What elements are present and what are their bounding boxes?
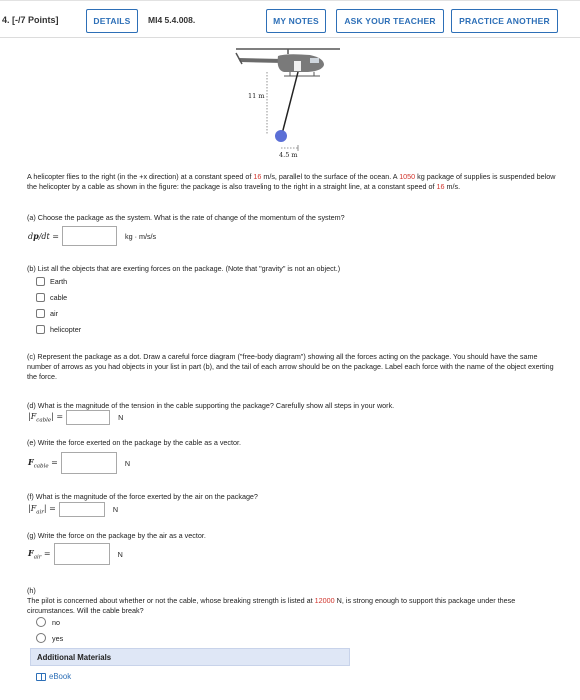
part-d-label: $|F_{cable}|$ = [28,411,64,424]
part-h-label: (h) [27,586,36,595]
part-f-label: $|F_{air}|$ = [28,503,56,516]
radio-button[interactable] [36,617,46,627]
helicopter-figure [228,40,348,164]
book-icon [36,673,46,681]
part-c-question: (c) Represent the package as a dot. Draw a careful force diagram ("free-body diagram") showing all the forces acting on the package. You should have the same number of arrows as you had objects in your list in part (b), and the tail of each arrow should be on the package. Label each force with the name of the object exerting the force. [27,352,554,381]
ask-teacher-button[interactable]: ASK YOUR TEACHER [336,9,444,33]
air-force-vector-input[interactable] [54,543,110,565]
package [275,130,287,142]
cable-force-vector-input[interactable] [61,452,117,474]
checkbox[interactable] [36,309,45,318]
speed-value-2: 16 [436,182,445,191]
cable [282,72,298,134]
part-f-answer-row: $|F_{air}|$ = N [28,503,119,516]
details-button[interactable]: DETAILS [86,9,138,33]
speed-value: 16 [253,172,262,181]
breaking-strength-value: 12000 [314,596,335,605]
part-f-question: (f) What is the magnitude of the force exerted by the air on the package? [27,492,258,501]
cable-length-label: 11 m [248,92,265,100]
option-no[interactable]: no [36,617,60,627]
option-air[interactable]: air [36,309,58,318]
additional-materials-header: Additional Materials [30,648,350,666]
radio-button[interactable] [36,633,46,643]
question-id: MI4 5.4.008. [148,15,196,25]
checkbox[interactable] [36,325,45,334]
part-a-input[interactable] [62,226,117,246]
question-number: 4. [-/7 Points] [2,15,59,25]
practice-another-button[interactable]: PRACTICE ANOTHER [451,9,558,33]
option-helicopter[interactable]: helicopter [36,325,81,334]
part-d-answer-row: $|F_{cable}|$ = N [28,411,124,424]
horizontal-distance-label: 4.5 m [279,151,298,159]
checkbox[interactable] [36,293,45,302]
part-e-question: (e) Write the force exerted on the package by the cable as a vector. [27,438,242,447]
option-earth[interactable]: Earth [36,277,67,286]
part-e-label: $F_{cable}$ = [28,456,58,470]
tension-magnitude-input[interactable] [66,410,110,425]
ebook-link[interactable]: eBook [36,672,71,681]
option-cable[interactable]: cable [36,293,67,302]
mass-value: 1050 [399,172,416,181]
checkbox[interactable] [36,277,45,286]
part-b-question: (b) List all the objects that are exerting forces on the package. (Note that "gravity" is not an object.) [27,264,341,273]
part-a-label: dp/dt = [28,231,59,241]
part-g-answer-row: $F_{air}$ = N [28,543,123,565]
part-a-question: (a) Choose the package as the system. What is the rate of change of the momentum of the system? [27,213,345,222]
part-d-question: (d) What is the magnitude of the tension in the cable supporting the package? Carefully show all steps in your work. [27,401,395,410]
part-a-unit: kg · m/s/s [125,231,157,241]
part-e-answer-row: $F_{cable}$ = N [28,452,130,474]
part-h-question: The pilot is concerned about whether or not the cable, whose breaking strength is listed at 12000 N, is strong enough to support this package under these circumstances. Will the cable break? [27,596,516,615]
question-header [0,0,580,38]
air-force-magnitude-input[interactable] [59,502,105,517]
part-a-answer-row [28,226,156,246]
problem-statement: A helicopter flies to the right (in the +x direction) at a constant speed of 16 m/s, parallel to the surface of the ocean. A 1050 kg package of supplies is suspended below the helicopter by a cable as shown in the figure: the package is also traveling to the right in a straight line, at a constant speed of 16 m/s. [27,172,556,191]
part-g-question: (g) Write the force on the package by the air as a vector. [27,531,206,540]
part-g-label: $F_{air}$ = [28,547,51,561]
my-notes-button[interactable]: MY NOTES [266,9,326,33]
option-yes[interactable]: yes [36,633,63,643]
helicopter-diagram [228,40,348,164]
helicopter-tail [238,58,283,63]
